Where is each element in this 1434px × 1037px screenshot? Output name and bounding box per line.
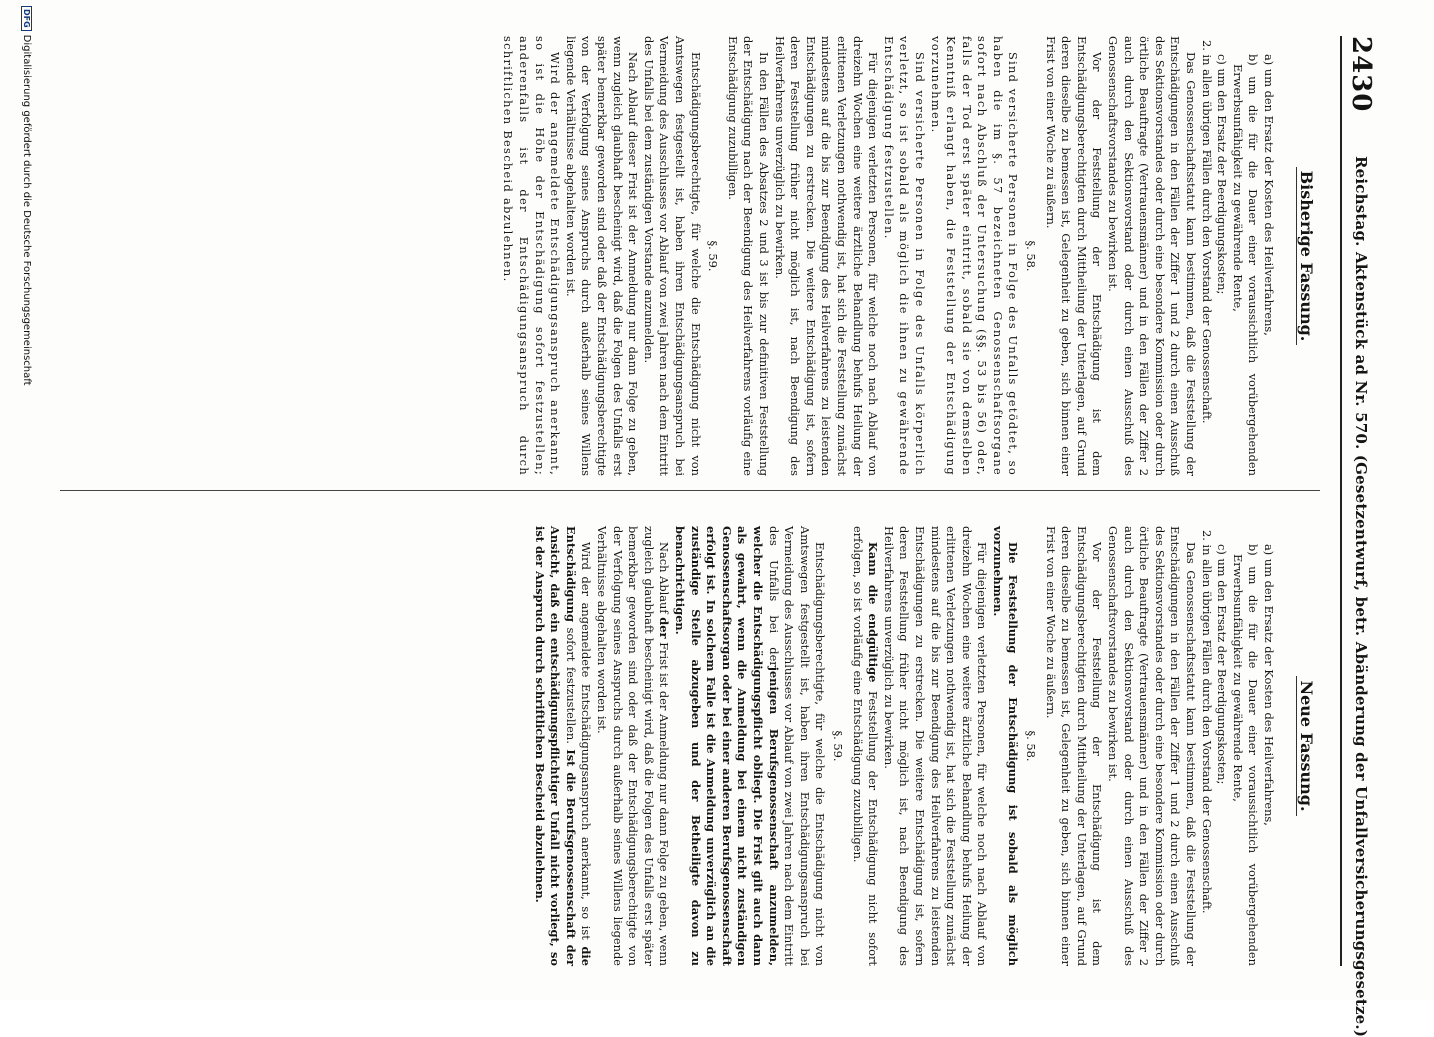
page-number: 2430 bbox=[1346, 36, 1376, 113]
paragraph-text: Wird der angemeldete Entschädigungsanspruch anerkannt, so ist bbox=[579, 542, 594, 947]
paragraph-text: Feststellung der Entschädigung nicht sofort erfolgen, so ist vorläufig eine Entschädigung zuzubilligen. bbox=[850, 526, 881, 967]
list-item: c) um den Ersatz der Beerdigungskosten; bbox=[1215, 54, 1230, 295]
paragraph: Vor der Feststellung der Entschädigung ist dem Entschädigungsberechtigten durch Mittheilung der Unterlagen, auf Grund deren dieselbe zu bemessen ist, Gelegenheit zu geben, sich binnen einer Frist von einer Woche zu äußern. bbox=[1043, 526, 1105, 966]
dfg-logo: DFG bbox=[21, 6, 32, 31]
paragraph-text: Nach Ablauf bbox=[657, 542, 672, 618]
paragraph-text: Entschädigungsberechtigte, für welche die Entschädigung nicht von Amtswegen festgestellt ist, haben ihren Entschädigungsanspruch bei Vermeidung des Ausschlusses vor Ablauf von zwei Jahren nach dem Eintritt des Unfalls bei der bbox=[766, 526, 828, 966]
page-header bbox=[1340, 36, 1378, 1037]
new-version-heading: Neue Fassung. bbox=[1297, 526, 1316, 966]
paragraph: Für diejenigen verletzten Personen, für welche noch nach Ablauf von dreizehn Wochen eine weitere ärztliche Behandlung behufs Heilung der erlittenen Verletzungen nothwendig ist, hat sich die Feststellung zunächst mindestens auf die bis zur Beendigung des Heilverfahrens zu leistenden Entschädigungen zu erstrecken. Die weitere Entschädigung ist, sofern deren Feststellung früher nicht möglich ist, nach Beendigung des Heilverfahrens unverzüglich zu bewirken. bbox=[881, 526, 990, 966]
emphasis-text: jenigen Berufsgenossenschaft anzumelden, welcher die Entschädigungspflicht obliegt. Die Frist gilt auch dann als gewahrt, wenn die Anmeldung bei einem nicht zuständigen Genossenschaftsorgan oder bei einer anderen Berufsgenossenschaft erfolgt ist. In solchem Falle ist die Anmeldung unverzüglich an die zuständige Stelle abzugeben und der Betheiligte davon zu benachrichtigen. bbox=[673, 526, 781, 966]
paragraph: Sind versicherte Personen in Folge des Unfalls getödtet, so haben die im §. 57 bezeichneten Genossenschaftsorgane sofort nach Abschluß der Untersuchung (§§. 53 bis 56) oder, falls der Tod erst später eintritt, sobald sie von demselben Kenntniß erlangt haben, die Feststellung der Entschädigung vorzunehmen. bbox=[928, 36, 1021, 476]
section-heading: §. 59. bbox=[706, 240, 721, 272]
emphasis-text: der bbox=[657, 617, 672, 639]
paragraph: Sind versicherte Personen in Folge des Unfalls körperlich verletzt, so ist sobald als möglich die ihnen zu gewährende Entschädigung festzustellen. bbox=[881, 36, 927, 476]
list-item: 2. in allen übrigen Fällen durch den Vorstand der Genossenschaft. bbox=[1199, 40, 1214, 424]
old-version-heading: Bisherige Fassung. bbox=[1297, 36, 1316, 476]
paragraph bbox=[531, 526, 593, 966]
emphasis-text: Ist die Berufsgenossenschaft der Ansicht, daß ein entschädigungspflichtiger Unfall nicht vorliegt, so ist der Anspruch durch schriftlichen Bescheid abzulehnen. bbox=[532, 526, 578, 966]
paragraph: Das Genossenschaftsstatut kann bestimmen, daß die Feststellung der Entschädigungen in den Fällen der Ziffer 1 und 2 durch einen Ausschuß des Sektionsvorstandes oder durch eine besondere Kommission oder durch örtliche Beauftragte (Vertrauensmänner) und in den Fällen der Ziffer 2 auch durch den Sektionsvorstand oder durch einen Ausschuß des Genossenschaftsvorstandes zu bewirken ist. bbox=[1106, 526, 1199, 966]
section-heading: §. 58. bbox=[1024, 240, 1039, 272]
list-item: a) um den Ersatz der Kosten des Heilverfahrens, bbox=[1262, 544, 1276, 826]
emphasis-text: die Entschädigung bbox=[563, 526, 594, 966]
paragraph: Nach Ablauf dieser Frist ist der Anmeldung nur dann Folge zu geben, wenn zugleich glaubhaft bescheinigt wird, daß die Folgen des Unfalls erst später bemerkbar geworden sind oder daß der Entschädigungsberechtigte von der Verfolgung seines Anspruchs durch außerhalb seines Willens liegende Verhältnisse abgehalten worden ist. bbox=[563, 36, 641, 476]
list-item: a) um den Ersatz der Kosten des Heilverfahrens, bbox=[1262, 54, 1276, 336]
paragraph: Für diejenigen verletzten Personen, für welche noch nach Ablauf von dreizehn Wochen eine weitere ärztliche Behandlung behufs Heilung der erlittenen Verletzungen nothwendig ist, hat sich die Feststellung zunächst mindestens auf die bis zur Beendigung des Heilverfahrens zu leistenden Entschädigungen zu erstrecken. Die weitere Entschädigung ist, sofern deren Feststellung früher nicht möglich ist, nach Beendigung des Heilverfahrens unverzüglich zu bewirken. bbox=[772, 36, 881, 476]
list-item: b) um die für die Dauer einer voraussichtlich vorübergehenden Erwerbsunfähigkeit zu gewährende Rente, bbox=[1230, 544, 1261, 966]
paragraph: Vor der Feststellung der Entschädigung ist dem Entschädigungsberechtigten durch Mittheilung der Unterlagen, auf Grund deren dieselbe zu bemessen ist, Gelegenheit zu geben, sich binnen einer Frist von einer Woche zu äußern. bbox=[1043, 36, 1105, 476]
paragraph-text: sofort festzustellen. bbox=[563, 622, 578, 750]
paragraph-text: Frist ist der Anmeldung nur dann Folge zu geben, wenn zugleich glaubhaft bescheinigt wird, daß die Folgen des Unfalls erst später bemerkbar geworden sind oder daß der Entschädigungsberechtigte von der Verfolgung seines Anspruchs durch außerhalb seines Willens liegende Verhältnisse abgehalten worden ist. bbox=[595, 526, 672, 966]
digitization-credit bbox=[21, 6, 32, 386]
list-item: b) um die für die Dauer einer voraussichtlich vorübergehenden Erwerbsunfähigkeit zu gewährende Rente, bbox=[1230, 54, 1261, 476]
new-version-column bbox=[531, 526, 1276, 966]
paragraph-bold: Die Feststellung der Entschädigung ist sobald als möglich vorzunehmen. bbox=[990, 526, 1021, 966]
list-item: c) um den Ersatz der Beerdigungskosten; bbox=[1215, 544, 1230, 785]
paragraph bbox=[671, 526, 827, 966]
running-head: Reichstag. Aktenstück ad Nr. 570. (Gesetzentwurf, betr. Abänderung der Unfallversicherungsgesetze.) bbox=[1352, 156, 1370, 1037]
paragraph bbox=[849, 526, 880, 966]
paragraph bbox=[593, 526, 671, 966]
emphasis-text: Kann die endgültige bbox=[866, 542, 881, 683]
section-heading: §. 58. bbox=[1024, 730, 1039, 762]
section-heading: §. 59. bbox=[830, 730, 845, 762]
paragraph: Wird der angemeldete Entschädigungsanspruch anerkannt, so ist die Höhe der Entschädigung sofort festzustellen; anderenfalls ist der Entschädigungsanspruch durch schriftlichen Bescheid abzulehnen. bbox=[501, 36, 563, 476]
credit-text: Digitalisierung gefördert durch die Deutsche Forschungsgemeinschaft bbox=[21, 34, 32, 386]
paragraph: Das Genossenschaftsstatut kann bestimmen, daß die Feststellung der Entschädigungen in den Fällen der Ziffer 1 und 2 durch einen Ausschuß des Sektionsvorstandes oder durch eine besondere Kommission oder durch örtliche Beauftragte (Vertrauensmänner) und in den Fällen der Ziffer 2 auch durch den Sektionsvorstand oder durch einen Ausschuß des Genossenschaftsvorstandes zu bewirken ist. bbox=[1106, 36, 1199, 476]
old-version-column bbox=[500, 36, 1276, 476]
list-item: 2. in allen übrigen Fällen durch den Vorstand der Genossenschaft. bbox=[1199, 530, 1214, 914]
paragraph: Entschädigungsberechtigte, für welche die Entschädigung nicht von Amtswegen festgestellt ist, haben ihren Entschädigungsanspruch bei Vermeidung des Ausschlusses vor Ablauf von zwei Jahren nach dem Eintritt des Unfalls bei dem zuständigen Vorstande anzumelden. bbox=[641, 36, 703, 476]
column-divider bbox=[60, 490, 1320, 491]
paragraph: In den Fällen des Absatzes 2 und 3 ist bis zur definitiven Feststellung der Entschädigung nach der Beendigung des Heilverfahrens vorläufig eine Entschädigung zuzubilligen. bbox=[725, 36, 771, 476]
